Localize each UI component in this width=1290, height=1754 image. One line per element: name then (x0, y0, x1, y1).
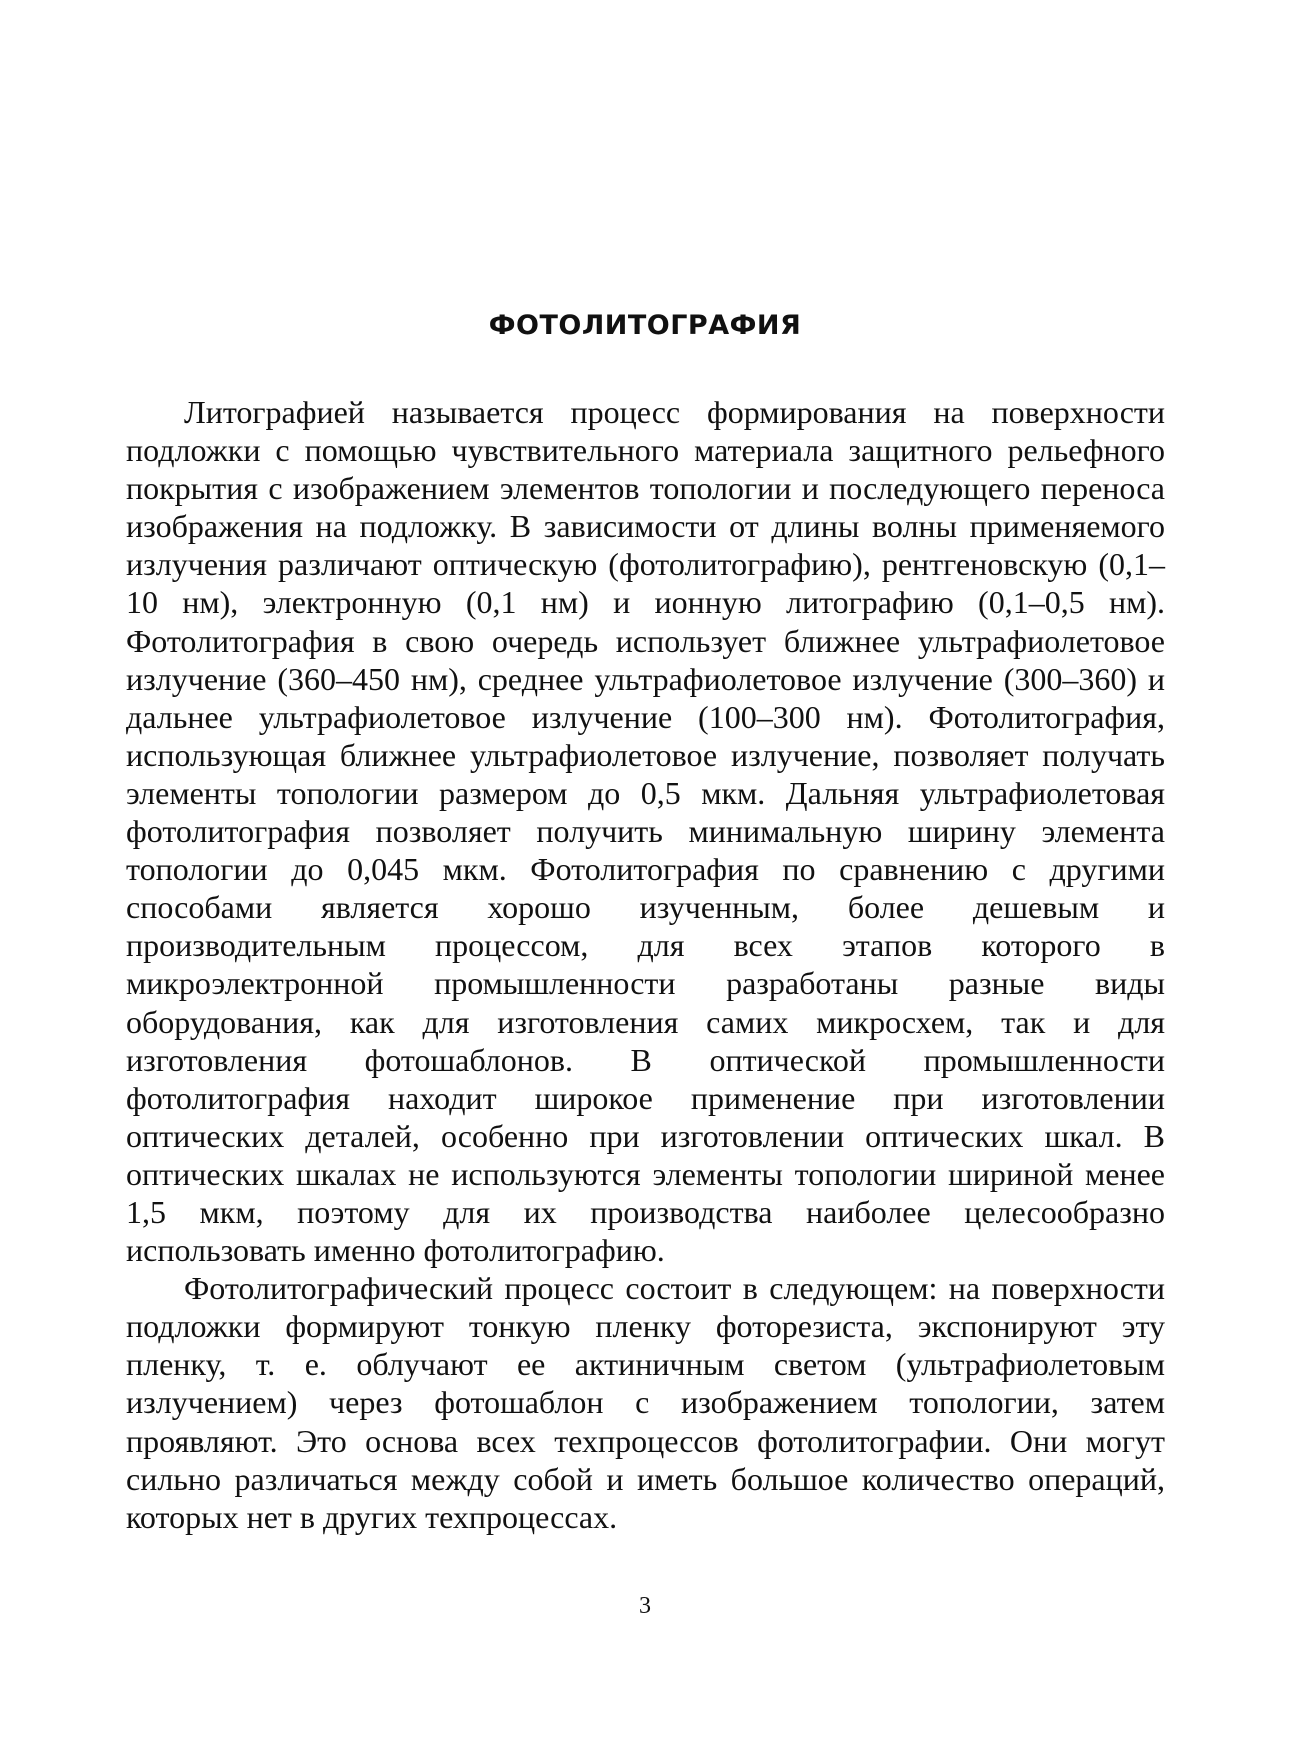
paragraph-lithography-definition: Литографией называется процесс формирования на поверхности подложки с помощью чувствительного материала защитного рельефного покрытия с изображением элементов топологии и последующего переноса изображения на подложку. В зависимости от длины волны применяемого излучения различают оптическую (фотолитографию), рентгеновскую (0,1–10 нм), электронную (0,1 нм) и ионную литографию (0,1–0,5 нм). Фотолитография в свою очередь использует ближнее ультрафиолетовое излучение (360–450 нм), среднее ультрафиолетовое излучение (300–360) и дальнее ультрафиолетовое излучение (100–300 нм). Фотолитография, использующая ближнее ультрафиолетовое излучение, позволяет получать элементы топологии размером до 0,5 мкм. Дальняя ультрафиолетовая фотолитография позволяет получить минимальную ширину элемента топологии до 0,045 мкм. Фотолитография по сравнению с другими способами является хорошо изученным, более дешевым и производительным процессом, для всех этапов которого в микроэлектронной промышленности разработаны разные виды оборудования, как для изготовления самих микросхем, так и для изготовления фотошаблонов. В оптической промышленности фотолитография находит широкое применение при изготовлении оптических деталей, особенно при изготовлении оптических шкал. В оптических шкалах не используются элементы топологии шириной менее 1,5 мкм, поэтому для их производства наиболее целесообразно использовать именно фотолитографию. (126, 394, 1165, 1269)
page-title: ФОТОЛИТОГРАФИЯ (488, 310, 802, 341)
paragraph-photolithography-process: Фотолитографический процесс состоит в следующем: на поверхности подложки формируют тонкую пленку фоторезиста, экспонируют эту пленку, т. е. облучают ее актиничным светом (ультрафиолетовым излучением) через фотошаблон с изображением топологии, затем проявляют. Это основа всех техпроцессов фотолитографии. Они могут сильно различаться между собой и иметь большое количество операций, которых нет в других техпроцессах. (126, 1270, 1165, 1535)
body-text (126, 393, 1165, 1536)
page-number: 3 (639, 1593, 651, 1619)
